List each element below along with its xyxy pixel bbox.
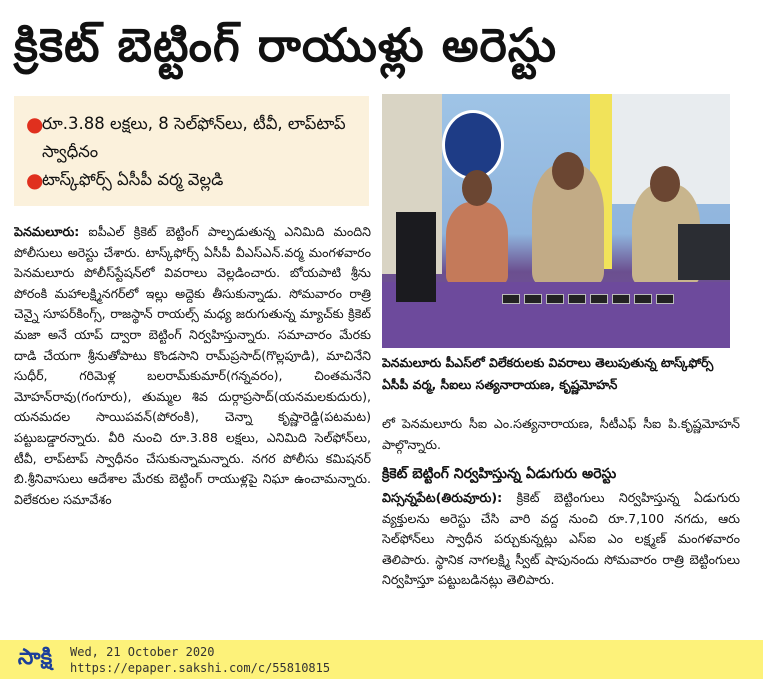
article-text: క్రికెట్ బెట్టింగులు నిర్వహిస్తున్న ఏడుగురు వ్యక్తులను అరెస్టు చేసి వారి వద్ద నుంచి రూ.7,100 నగదు, ఆరు సెల్‌ఫోన్‌లు స్వాధీన పర్చుకున్నట్లు ఎస్ఐ ఎం లక్ష్మణ్ మంగళవారం తెలిపారు. స్థానిక నాగలక్ష్మి స్వీట్ షాపునందు సోమవారం రాత్రి బెట్టింగులు నిర్వహిస్తూ పట్టుబడినట్లు తెలిపారు. [382, 490, 740, 588]
news-photo [382, 94, 730, 348]
article-body-left [14, 222, 371, 634]
dateline: విస్సన్నపేట(తిరువూరు): [382, 490, 503, 505]
photo-caption: పెనమలూరు పీఎస్‌లో విలేకరులకు వివరాలు తెలుపుతున్న టాస్క్‌ఫోర్స్ ఏసీపీ వర్మ, సీఐలు సత్యనారాయణ, కృష్ణమోహన్ [382, 355, 714, 392]
highlight-item [26, 110, 359, 166]
sub-headline: క్రికెట్ బెట్టింగ్ నిర్వహిస్తున్న ఏడుగురు అరెస్టు [382, 466, 617, 482]
laptop-icon [678, 224, 730, 280]
source-url[interactable]: https://epaper.sakshi.com/c/55810815 [70, 660, 331, 675]
highlight-text: రూ.3.88 లక్షలు, 8 సెల్‌ఫోన్‌లు, టీవీ, లాప్‌టాప్ స్వాధీనం [42, 114, 346, 161]
dateline: పెనమలూరు: [14, 224, 80, 239]
publication-date: Wed, 21 October 2020 [70, 644, 215, 659]
bullet-dot-icon: ● [26, 112, 44, 136]
tv-icon [396, 212, 436, 302]
footer-bar [0, 640, 763, 679]
highlight-item [26, 166, 359, 194]
article-body-right [382, 488, 740, 634]
highlight-text: టాస్క్‌ఫోర్స్ ఏసీపీ వర్మ వెల్లడి [42, 170, 224, 189]
footer-info [70, 644, 330, 676]
headline: క్రికెట్ బెట్టింగ్ రాయుళ్లు అరెస్టు [14, 18, 558, 72]
bullet-dot-icon: ● [26, 168, 44, 192]
article-body-right-continued: లో పెనమలూరు సీఐ ఎం.సత్యనారాయణ, సీటీఎఫ్ సీఐ పి.కృష్ణమోహన్ పాల్గొన్నారు. [382, 416, 740, 452]
highlights-box [14, 96, 369, 206]
article-text: ఐపీఎల్ క్రికెట్ బెట్టింగ్ పాల్పడుతున్న ఎనిమిది మందిని పోలీసులు అరెస్టు చేశారు. టాస్క్‌ఫోర్స్ ఏసీపీ వీఎస్ఎన్.వర్మ మంగళవారం పెనమలూరు పోలీస్‌స్టేషన్‌లో వివరాలు వెల్లడించారు. బోయపాటి శ్రీను పోరంకి మహాలక్ష్మినగర్‌లో ఇల్లు అద్దెకు తీసుకున్నాడు. సోమవారం రాత్రి చెన్నై సూపర్‌కింగ్స్, రాజస్థాన్ రాయల్స్ మధ్య జరుగుతున్న మ్యాచ్‌కు క్రికెట్ మజా అనే యాప్ ద్వారా బెట్టింగ్ నిర్వహిస్తున్నారు. సమాచారం మేరకు దాడి చేయగా శ్రీనుతోపాటు కొండసాని రామ్‌ప్రసాద్(గొల్లపూడి), మాచినేని సుధీర్, గరిమెళ్ల బలరామ్‌కుమార్(గన్నవరం), చింతమనేని మోహన్‌రావు(గంగూరు), తుమ్మల శివ దుర్గాప్రసాద్(యనమలకుదురు), యనమదల సాయిపవన్(పోరంకి), చెన్నా కృష్ణారెడ్డి(పటమట) పట్టుబడ్డారన్నారు. వీరి నుంచి రూ.3.88 లక్షలు, ఎనిమిది సెల్‌ఫోన్‌లు, టీవీ, లాప్‌టాప్ స్వాధీనం చేసుకున్నామన్నారు. నగర పోలీసు కమిషనర్ బి.శ్రీనివాసులు ఆదేశాల మేరకు బెట్టింగ్ రాయుళ్లపై నిఘా ఉంచామన్నారు. విలేకరుల సమావేశం [14, 224, 371, 507]
sakshi-logo: సాక్షి [17, 644, 53, 670]
